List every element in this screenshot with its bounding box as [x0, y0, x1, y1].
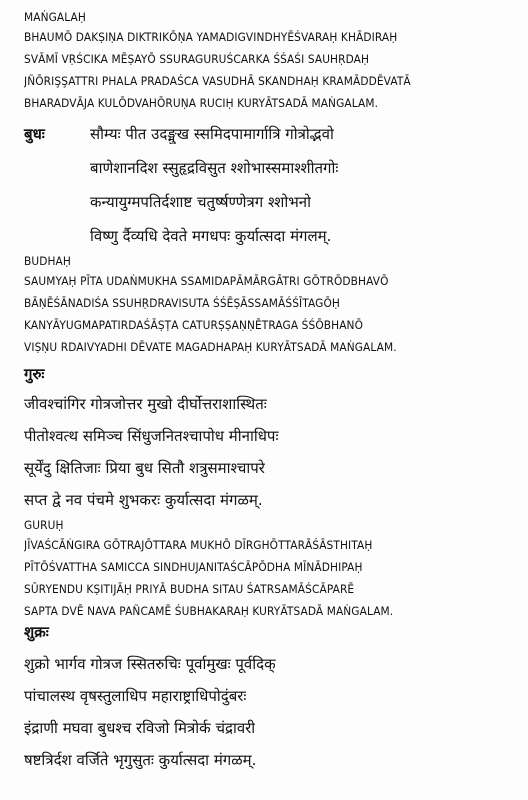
- guruh-line-1: JĪVAŚCĀṄGIRA GŌTRAJŌTTARA MUKHŌ DĪRGHŌTTARĀŚĀSTHITAḤ: [24, 539, 373, 553]
- budhah-label: बुधः: [24, 125, 45, 143]
- budhah-line-1: SAUMYAḤ PĪTA UDAṄMUKHA SSAMIDAPĀMĀRGĀTRI GŌTRŌDBHAVŌ: [24, 275, 389, 289]
- guruh-verse-4: सप्त द्वे नव पंचमे शुभकरः कुर्यात्सदा मंगळम्.: [24, 491, 263, 509]
- shukrah-verse-3: इंद्राणी मघवा बुधश्च रविजो मित्रोर्क चंद्रावरी: [24, 719, 256, 737]
- guruh-verse-3: सूर्येंदु क्षितिजाः प्रिया बुध सितौ शत्रुसमाश्चापरे: [24, 459, 265, 477]
- budhah-verse-2: बाणेशानदिश स्सुहृद्रविसुत श्शोभास्समाश्शीतगोः: [90, 159, 339, 177]
- guruh-verse-1: जीवश्चांगिर गोत्रजोत्तर मुखो दीर्घोत्तराशास्थितः: [24, 395, 267, 413]
- guruh-verse-2: पीतोश्वत्थ समिञ्च सिंधुजनितश्चापोध मीनाधिपः: [24, 427, 279, 445]
- mangalah-line-4: BHARADVĀJA KULŌDVAHŌRUṆA RUCIḤ KURYĀTSADĀ MAṄGALAM.: [24, 97, 379, 111]
- budhah-line-4: VIṢṆU RDAIVYADHI DĒVATE MAGADHAPAḤ KURYĀTSADĀ MAṄGALAM.: [24, 341, 397, 355]
- mangalah-heading: MAṄGALAḤ: [24, 11, 86, 25]
- shukrah-verse-4: षष्टत्रिर्दश वर्जिते भृगुसुतः कुर्यात्सदा मंगळम्.: [24, 751, 257, 769]
- budhah-line-2: BĀṆĒŚĀNADIŚA SSUHṚDRAVISUTA ŚŚĒṢĀSSAMĀŚŚĪTAGŌḤ: [24, 297, 340, 311]
- budhah-verse-4: विष्णु र्दैव्यधि देवते मगधपः कुर्यात्सदा मंगलम्.: [90, 227, 332, 245]
- mangalah-line-3: JÑŌRIŞŞATTRI PHALA PRADAŚCA VASUDHĀ SKANDHAḤ KRAMĀDDĒVATĀ: [24, 75, 411, 89]
- guruh-line-4: SAPTA DVĒ NAVA PAÑCAMĒ ŚUBHAKARAḤ KURYĀTSADĀ MAṄGALAM.: [24, 605, 394, 619]
- guruh-label: गुरुः: [24, 365, 45, 383]
- guruh-line-2: PĪTŌŚVATTHA SAMICCA SINDHUJANITAŚCĀPŌDHA MĪNĀDHIPAḤ: [24, 561, 363, 575]
- shukrah-verse-1: शुक्रो भार्गव गोत्रज स्सितरुचिः पूर्वामुखः पूर्वदिक्: [24, 655, 276, 673]
- shukrah-label: शुक्रः: [24, 623, 49, 641]
- shukrah-verse-2: पांचालस्थ वृषस्तुलाधिप महाराष्ट्राधिपोदुंबरः: [24, 687, 247, 705]
- budhah-line-3: KANYĀYUGMAPATIRDAŚĀṢṬA CATURṢṢAṆṆĒTRAGA ŚŚŌBHANŌ: [24, 319, 364, 333]
- budhah-verse-1: सौम्यः पीत उदङ्मुख स्समिदपामार्गात्रि गोत्रोद्भवो: [90, 125, 334, 143]
- mangalah-line-2: SVĀMĪ VṚŚCIKA MĒṢAYŌ SSURAGURUŚCARKA ŚŚAŚI SAUHṚDAḤ: [24, 53, 370, 67]
- budhah-verse-3: कन्यायुग्मपतिर्दशाष्ट चतुर्ष्षण्णेत्रग श्शोभनो: [90, 193, 311, 211]
- guruh-heading: GURUḤ: [24, 519, 64, 533]
- guruh-line-3: SŪRYENDU KṢITIJĀḤ PRIYĀ BUDHA SITAU ŚATRSAMĀŚCĀPARĒ: [24, 583, 355, 597]
- budhah-heading: BUDHAḤ: [24, 255, 71, 269]
- mangalah-line-1: BHAUMŌ DAKṢIṆA DIKTRIKŌṆA YAMADIGVINDHYĒŚVARAḤ KHĀDIRAḤ: [24, 31, 398, 45]
